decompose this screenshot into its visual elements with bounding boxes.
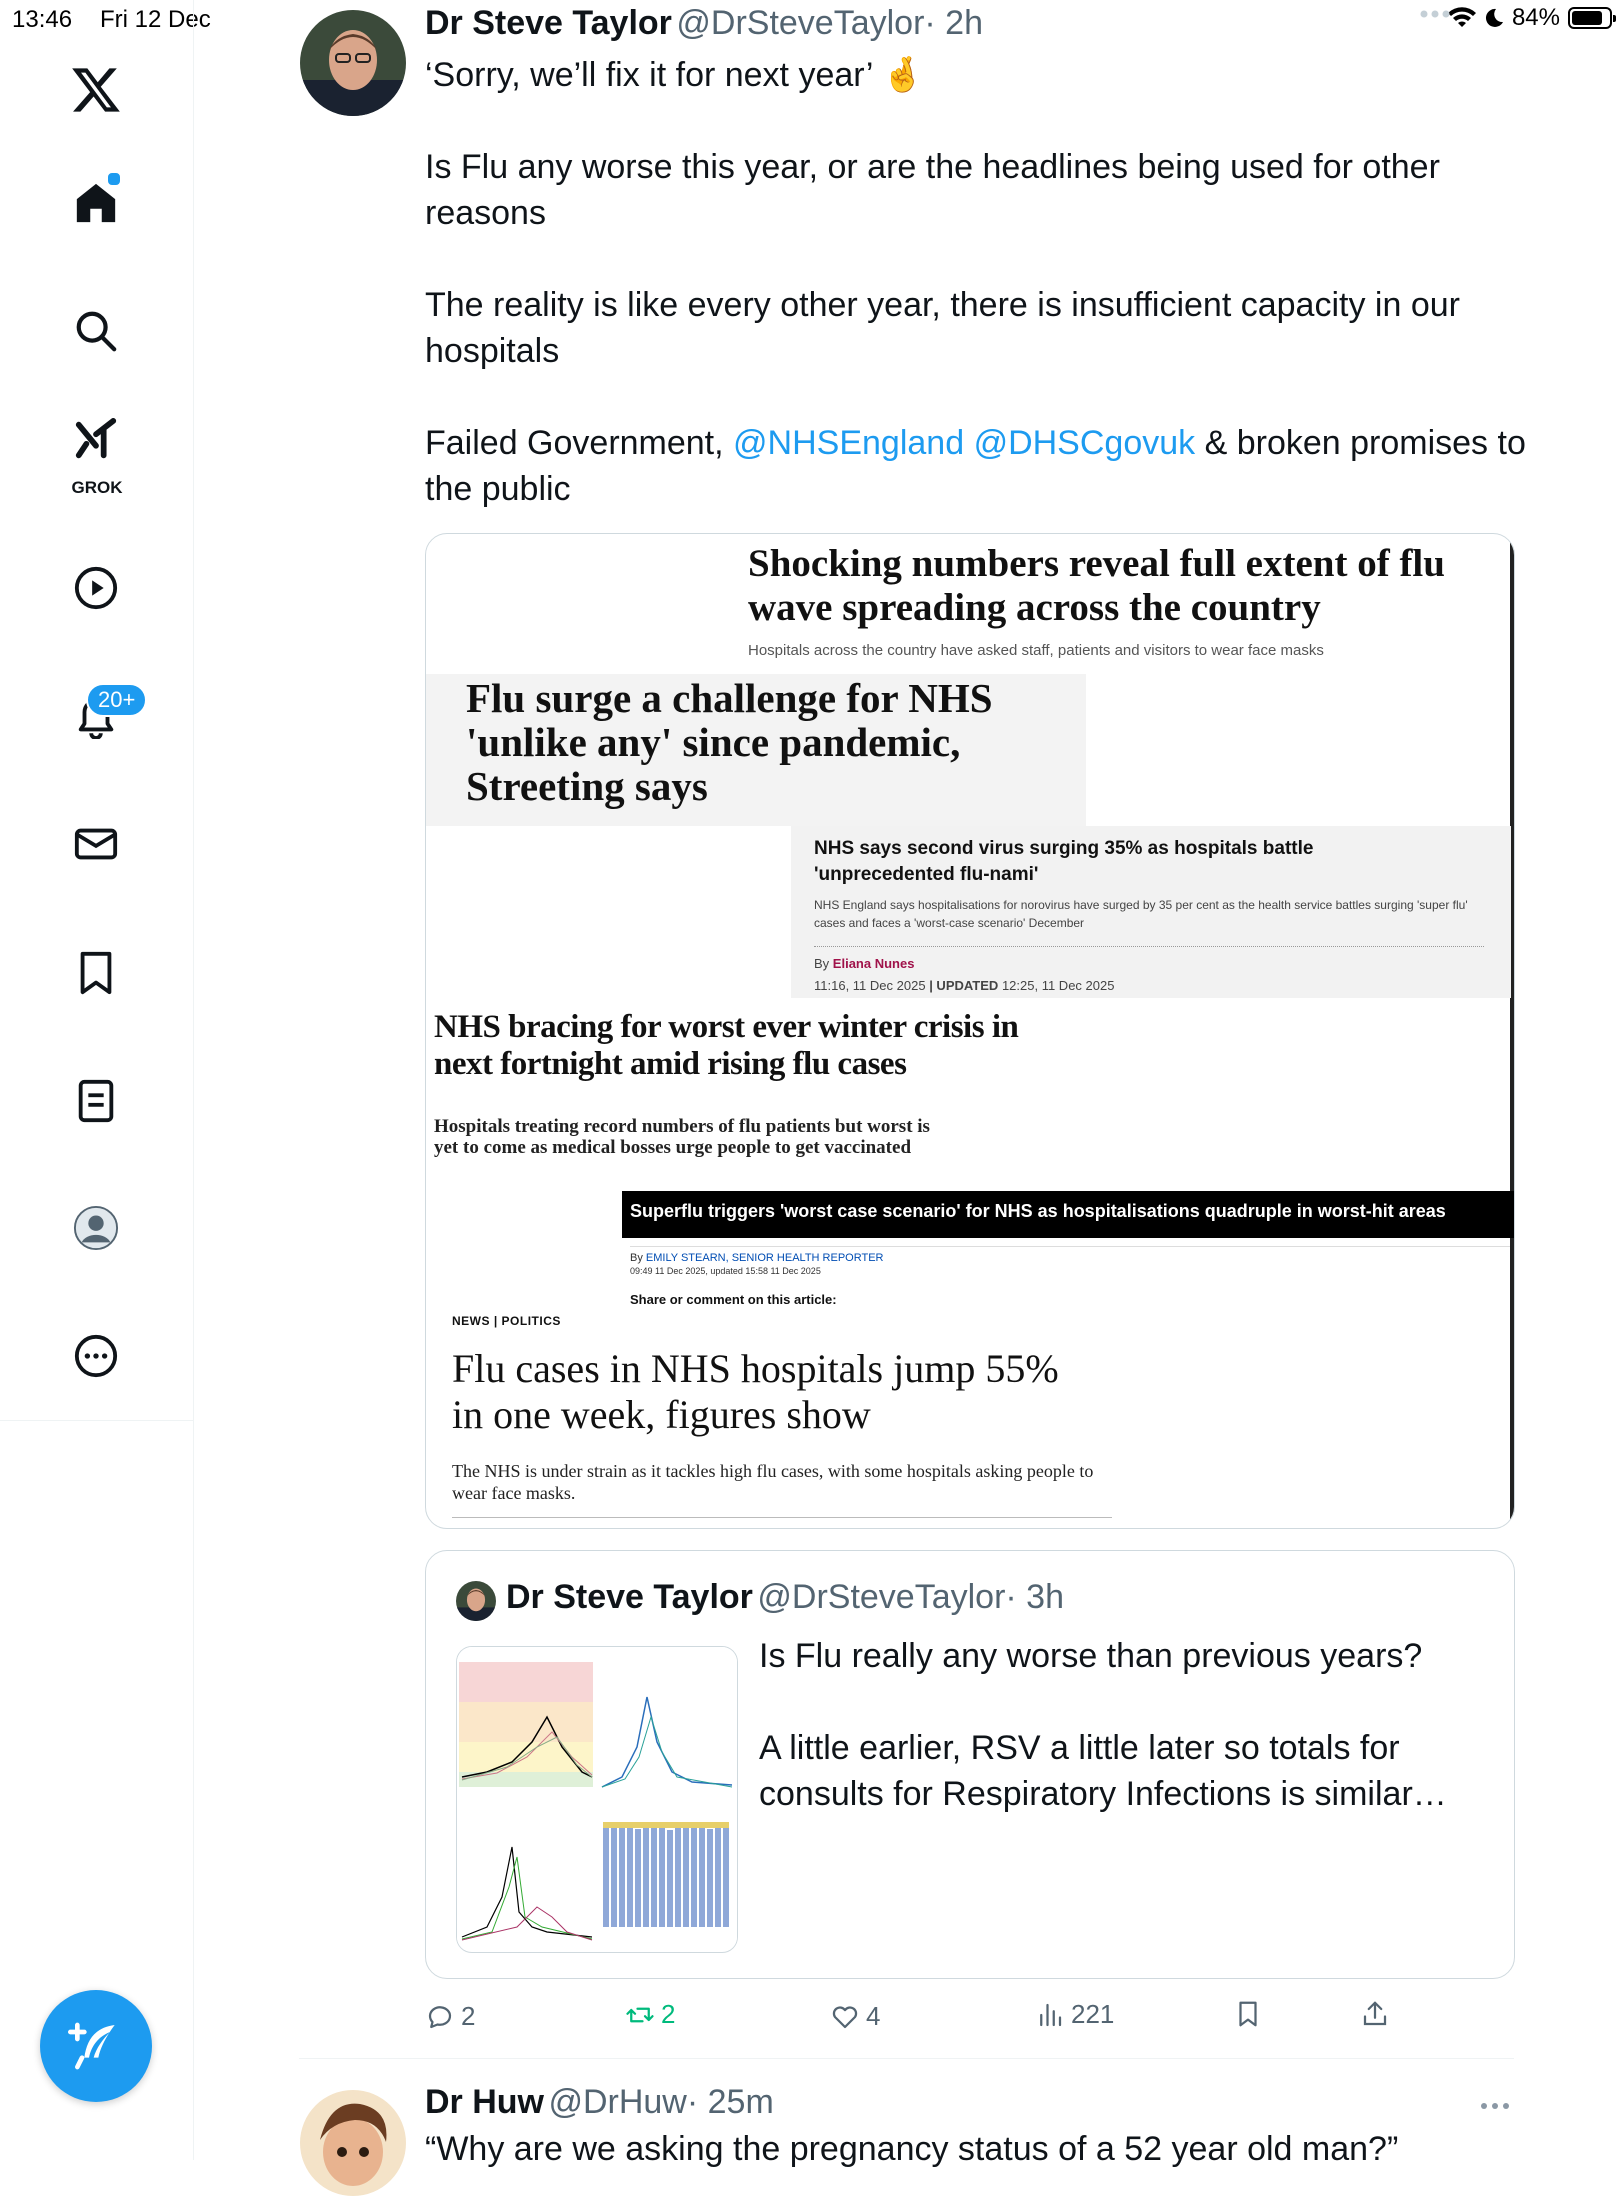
tweet-more-button[interactable]: [1420, 6, 1448, 16]
sidebar-item-bookmarks[interactable]: [48, 925, 144, 1021]
by-label: By: [630, 1252, 643, 1264]
list-icon: [73, 1078, 119, 1124]
more-horizontal-icon: [1420, 9, 1450, 19]
reply-button[interactable]: [425, 2001, 475, 2032]
tweet-divider: [299, 2058, 1514, 2059]
quoted-avatar-image: [456, 1581, 496, 1621]
mail-icon: [73, 821, 119, 867]
quoted-author-handle: @DrSteveTaylor: [757, 1578, 1006, 1616]
image-edge: [1510, 534, 1514, 1528]
author-avatar[interactable]: [300, 10, 406, 116]
tweet-header: [425, 4, 983, 43]
quoted-tweet-text: [759, 1633, 1489, 1817]
reply-icon: [425, 2002, 455, 2032]
sidebar-item-profile[interactable]: [48, 1180, 144, 1276]
updated-time: 12:25, 11 Dec 2025: [1001, 978, 1115, 993]
tweet-media-image[interactable]: [425, 533, 1515, 1529]
next-tweet-time[interactable]: · 25m: [686, 2083, 774, 2121]
tweet-paragraph: Is Flu any worse this year, or are the headlines being used for other reasons: [425, 148, 1440, 232]
tweet-text: [425, 52, 1530, 512]
views-button[interactable]: [1035, 1999, 1114, 2030]
notifications-badge: 20+: [86, 683, 147, 717]
next-avatar-image: [300, 2090, 406, 2196]
grok-icon: [73, 417, 119, 463]
quoted-tweet-header: [506, 1578, 1064, 1617]
dotted-rule: [814, 946, 1484, 948]
status-right: [1448, 4, 1612, 32]
headline-5: Superflu triggers 'worst case scenario' for NHS as hospitalisations quadruple in worst-hit areas: [630, 1201, 1446, 1221]
tweet-paragraph: ‘Sorry, we’ll fix it for next year’ 🤞: [425, 56, 924, 94]
status-date: Fri 12 Dec: [100, 6, 211, 33]
tweet-paragraph: [425, 420, 1530, 512]
repost-button[interactable]: [625, 1999, 675, 2030]
bookmark-outline-icon: [1233, 1999, 1263, 2029]
sidebar-item-messages[interactable]: [48, 796, 144, 892]
sidebar-item-more[interactable]: [48, 1308, 144, 1404]
headline-3: NHS says second virus surging 35% as hospitals battle 'unprecedented flu-nami': [814, 838, 1314, 885]
headline-3-sub: NHS England says hospitalisations for norovirus have surged by 35 per cent as the health service battles surging 'super flu' cases and faces a 'worst-case scenario' December: [814, 898, 1468, 930]
headline-5-byline: [630, 1252, 883, 1264]
text-fragment: & broken promises to the public: [425, 424, 1526, 508]
sidebar-item-notifications[interactable]: [48, 668, 144, 764]
rule: [630, 1246, 1510, 1247]
tweet-actions: [425, 1995, 1525, 2045]
battery-percent: 84%: [1511, 4, 1560, 31]
headline-1: Shocking numbers reveal full extent of flu wave spreading across the country: [748, 542, 1445, 629]
like-button[interactable]: [830, 2001, 880, 2032]
wifi-icon: [1448, 7, 1476, 29]
next-tweet-text: “Why are we asking the pregnancy status of a 52 year old man?”: [425, 2130, 1399, 2168]
views-chart-icon: [1035, 2000, 1065, 2030]
headline-2: Flu surge a challenge for NHS 'unlike any' since pandemic, Streeting says: [466, 675, 993, 809]
text-fragment: Failed Government,: [425, 424, 734, 462]
next-author-handle[interactable]: @DrHuw: [548, 2083, 687, 2121]
panel-gap: [1086, 674, 1092, 826]
headline-6: Flu cases in NHS hospitals jump 55% in one week, figures show: [452, 1346, 1059, 1437]
battery-fill: [1572, 11, 1602, 25]
heart-icon: [830, 2002, 860, 2032]
quoted-paragraph: A little earlier, RSV a little later so totals for consults for Respiratory Infections is similar…: [759, 1729, 1447, 1813]
status-time: 13:46: [12, 6, 73, 33]
more-horizontal-icon: [1480, 2101, 1510, 2111]
author-avatar-image: [300, 10, 406, 116]
next-author-name[interactable]: Dr Huw: [425, 2083, 544, 2121]
author-name[interactable]: Dr Steve Taylor: [425, 4, 672, 42]
bookmark-button[interactable]: [1233, 1999, 1263, 2029]
more-circle-icon: [73, 1333, 119, 1379]
sidebar-item-video[interactable]: [48, 540, 144, 636]
author-handle[interactable]: @DrSteveTaylor: [676, 4, 925, 42]
sidebar-item-lists[interactable]: [48, 1053, 144, 1149]
quoted-tweet[interactable]: [425, 1550, 1515, 1979]
sidebar: [0, 0, 194, 2160]
repost-icon: [625, 2000, 655, 2030]
x-logo[interactable]: [48, 42, 144, 138]
mention-dhscgovuk[interactable]: @DHSCgovuk: [973, 424, 1196, 462]
headline-6-kicker: NEWS | POLITICS: [452, 1314, 561, 1328]
quoted-paragraph: Is Flu really any worse than previous years?: [759, 1637, 1423, 1675]
grok-label: GROK: [71, 478, 123, 497]
headline-6-sub: The NHS is under strain as it tackles high flu cases, with some hospitals asking people to wear face masks.: [452, 1461, 1094, 1503]
mention-nhsengland[interactable]: @NHSEngland: [733, 424, 965, 462]
next-author-avatar[interactable]: [300, 2090, 406, 2196]
moon-icon: [1484, 7, 1504, 29]
sidebar-item-home[interactable]: [48, 155, 144, 251]
updated-label: | UPDATED: [929, 978, 999, 993]
headline-3-timestamp: [814, 978, 1114, 993]
headline-4: NHS bracing for worst ever winter crisis in next fortnight amid rising flu cases: [434, 1009, 1019, 1082]
search-icon: [73, 308, 119, 354]
headline-4-sub: Hospitals treating record numbers of flu patients but worst is yet to come as medical bosses urge people to get vaccinated: [434, 1116, 930, 1158]
tweet-paragraph: The reality is like every other year, there is insufficient capacity in our hospitals: [425, 286, 1460, 370]
byline-author: Eliana Nunes: [832, 956, 915, 971]
feather-plus-icon: [68, 2018, 124, 2074]
share-icon: [1360, 1999, 1390, 2029]
quoted-tweet-time: · 3h: [1005, 1578, 1064, 1616]
play-icon: [73, 565, 119, 611]
bookmark-icon: [73, 950, 119, 996]
tweet-time[interactable]: · 2h: [924, 4, 983, 42]
share-button[interactable]: [1360, 1999, 1390, 2029]
next-tweet-header: [425, 2083, 774, 2122]
sidebar-item-search[interactable]: [48, 283, 144, 379]
view-count: 221: [1071, 1999, 1115, 2029]
like-count: 4: [866, 2001, 881, 2031]
home-notification-dot: [106, 171, 122, 187]
profile-avatar-icon: [73, 1205, 119, 1251]
byline-author: EMILY STEARN, SENIOR HEALTH REPORTER: [645, 1252, 884, 1264]
sidebar-divider: [0, 1420, 193, 1421]
quoted-author-avatar: [456, 1581, 496, 1621]
headline-1-sub: Hospitals across the country have asked staff, patients and visitors to wear face masks: [748, 642, 1324, 659]
headline-5-time: 09:49 11 Dec 2025, updated 15:58 11 Dec 2025: [630, 1266, 821, 1276]
rule: [452, 1517, 1112, 1518]
compose-button[interactable]: [40, 1990, 152, 2102]
headline-5-share: Share or comment on this article:: [630, 1292, 837, 1307]
repost-count: 2: [661, 1999, 676, 2029]
by-label: By: [814, 956, 830, 971]
battery-icon: [1568, 7, 1612, 29]
reply-count: 2: [461, 2001, 476, 2031]
charts-thumbnail-image: [457, 1647, 737, 1952]
quoted-media-thumbnail[interactable]: [456, 1646, 738, 1953]
quoted-author-name: Dr Steve Taylor: [506, 1578, 753, 1616]
published-time: 11:16, 11 Dec 2025: [814, 978, 926, 993]
headline-3-byline: [814, 956, 914, 971]
next-tweet-more-button[interactable]: [1480, 2098, 1510, 2116]
sidebar-item-grok[interactable]: [48, 405, 144, 475]
x-logo-icon: [70, 64, 122, 116]
